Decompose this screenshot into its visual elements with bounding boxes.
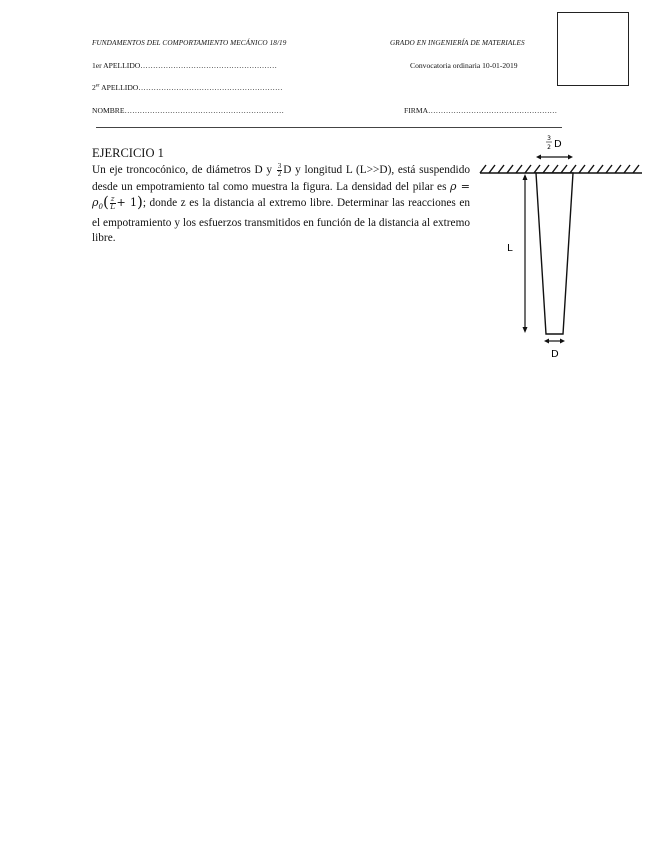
top-label-D: D bbox=[554, 139, 562, 150]
density-formula: $\rho = \rho_0$( $\frac{z}{L}$ + 1) bbox=[92, 179, 470, 212]
surname2-prefix: 2 bbox=[92, 83, 96, 92]
length-label: L bbox=[507, 243, 513, 254]
bottom-label: D bbox=[551, 349, 559, 360]
surname2-field bbox=[92, 83, 283, 92]
exercise-title: EJERCICIO 1 bbox=[92, 146, 164, 160]
frac-numerator: 3 bbox=[277, 162, 282, 171]
z-over-L-fraction bbox=[110, 196, 116, 210]
rho-symbol: ρ = ρ bbox=[92, 179, 470, 209]
statement-part2: D y longitud L (L>>D), está suspendido desde un empotramiento tal como muestra la figura. La densidad del pilar es bbox=[92, 164, 470, 193]
support-hatching bbox=[480, 165, 639, 173]
truncated-cone-figure bbox=[470, 128, 645, 363]
degree-title: GRADO EN INGENIERÍA DE MATERIALES bbox=[390, 39, 525, 47]
length-arrow-bottom bbox=[523, 327, 528, 333]
grade-box bbox=[557, 12, 629, 86]
exam-call: Convocatoria ordinaria 10-01-2019 bbox=[410, 61, 518, 70]
exercise-statement bbox=[92, 163, 470, 247]
surname2-sup: er bbox=[95, 83, 100, 89]
frac-denominator: 2 bbox=[277, 169, 282, 178]
signature-field: FIRMA…………………………………………… bbox=[404, 106, 558, 115]
surname1-field: 1er APELLIDO……………………………………………… bbox=[92, 61, 277, 70]
bottom-arrow-left bbox=[544, 339, 549, 344]
top-label-denominator: 2 bbox=[547, 144, 551, 151]
rho-subscript: 0 bbox=[98, 203, 103, 212]
bottom-arrow-right bbox=[560, 339, 565, 344]
z-numerator: z bbox=[110, 195, 115, 203]
L-denominator: L bbox=[110, 202, 115, 211]
top-arrow-left bbox=[536, 155, 541, 160]
three-halves-fraction bbox=[277, 163, 283, 177]
name-field: NOMBRE……………………………………………………… bbox=[92, 106, 284, 115]
statement-part1: Un eje troncocónico, de diámetros D y bbox=[92, 164, 276, 176]
length-arrow-top bbox=[523, 174, 528, 180]
statement-part3: ; donde z es la distancia al extremo libre. Determinar las reacciones en el empotramiento y los esfuerzos transmitidos en función de la distancia al extremo libre. bbox=[92, 197, 470, 245]
truncated-cone-body bbox=[536, 173, 573, 334]
top-label-numerator: 3 bbox=[547, 135, 551, 142]
plus-one: + 1 bbox=[116, 196, 137, 209]
top-arrow-right bbox=[568, 155, 573, 160]
course-title: FUNDAMENTOS DEL COMPORTAMIENTO MECÁNICO 18/19 bbox=[92, 39, 287, 47]
surname2-rest: APELLIDO………………………………………………… bbox=[99, 83, 283, 92]
